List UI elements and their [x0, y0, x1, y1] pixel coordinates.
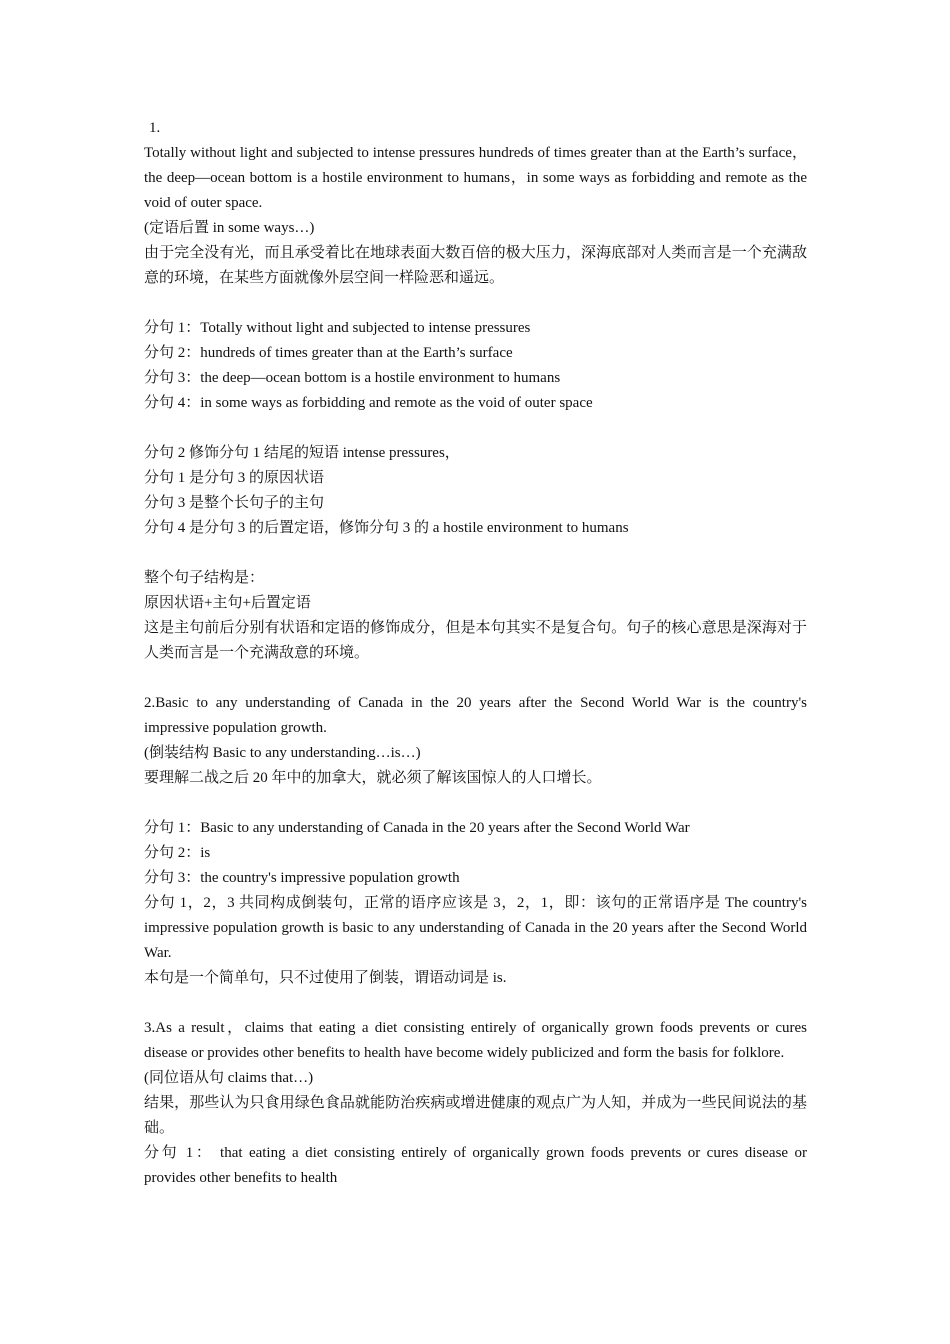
- translation: 由于完全没有光，而且承受着比在地球表面大数百倍的极大压力，深海底部对人类而言是一个充满敌意的环境，在某些方面就像外层空间一样险恶和遥远。: [144, 245, 807, 286]
- spacer: [144, 791, 807, 816]
- summary: 本句是一个简单句，只不过使用了倒装，谓语动词是 is.: [144, 970, 507, 986]
- item-number: 1.: [149, 120, 161, 136]
- clause-line: 分句 3：the country's impressive population growth: [144, 870, 460, 886]
- clause-line: 分句 2：is: [144, 845, 211, 861]
- example-sentence: Totally without light and subjected to intense pressures hundreds of times greater than at the Earth’s surface，the deep—ocean bottom is a hostile environment to humans，in some ways as forbidding and remote as the void of outer space.: [144, 145, 807, 211]
- spacer: [144, 416, 807, 441]
- analysis-line: 分句 4 是分句 3 的后置定语，修饰分句 3 的 a hostile environment to humans: [144, 520, 629, 536]
- grammar-note: (倒装结构 Basic to any understanding…is…): [144, 745, 421, 761]
- clause-line: 分句 4：in some ways as forbidding and remote as the void of outer space: [144, 395, 593, 411]
- analysis-line: 分句 1 是分句 3 的原因状语: [144, 470, 325, 486]
- spacer: [144, 291, 807, 316]
- translation: 结果，那些认为只食用绿色食品就能防治疾病或增进健康的观点广为人知，并成为一些民间说法的基础。: [144, 1095, 807, 1136]
- summary: 这是主句前后分别有状语和定语的修饰成分，但是本句其实不是复合句。句子的核心意思是深海对于人类而言是一个充满敌意的环境。: [144, 620, 807, 661]
- grammar-note: (同位语从句 claims that…): [144, 1070, 314, 1086]
- spacer: [144, 991, 807, 1016]
- example-sentence: 2.Basic to any understanding of Canada in the 20 years after the Second World War is the country's impressive population growth.: [144, 695, 807, 736]
- example-sentence: 3.As a result，claims that eating a diet consisting entirely of organically grown foods prevents or cures disease or provides other benefits to health have become widely publicized and form the basis for folklore.: [144, 1020, 807, 1061]
- analysis-line: 分句 3 是整个长句子的主句: [144, 495, 325, 511]
- spacer: [144, 666, 807, 691]
- clause-line: 分句 1：Basic to any understanding of Canada in the 20 years after the Second World War: [144, 820, 690, 836]
- structure-heading: 整个句子结构是：: [144, 570, 265, 586]
- clause-line: 分句 3：the deep—ocean bottom is a hostile environment to humans: [144, 370, 561, 386]
- clause-line: 分句 2：hundreds of times greater than at the Earth’s surface: [144, 345, 513, 361]
- document-page: [144, 116, 807, 1191]
- analysis-line: 分句 2 修饰分句 1 结尾的短语 intense pressures，: [144, 445, 460, 461]
- clause-line: 分句 1：Totally without light and subjected to intense pressures: [144, 320, 531, 336]
- structure-formula: 原因状语+主句+后置定语: [144, 595, 311, 611]
- spacer: [144, 541, 807, 566]
- analysis: 分句 1，2，3 共同构成倒装句，正常的语序应该是 3，2，1，即：该句的正常语序是 The country's impressive population growth is basic to any understanding of Canada in the 20 years after the Second World War.: [144, 895, 807, 961]
- grammar-note: (定语后置 in some ways…): [144, 220, 315, 236]
- clause-line: 分句 1： that eating a diet consisting entirely of organically grown foods prevents or cures disease or provides other benefits to health: [144, 1145, 807, 1186]
- translation: 要理解二战之后 20 年中的加拿大，就必须了解该国惊人的人口增长。: [144, 770, 602, 786]
